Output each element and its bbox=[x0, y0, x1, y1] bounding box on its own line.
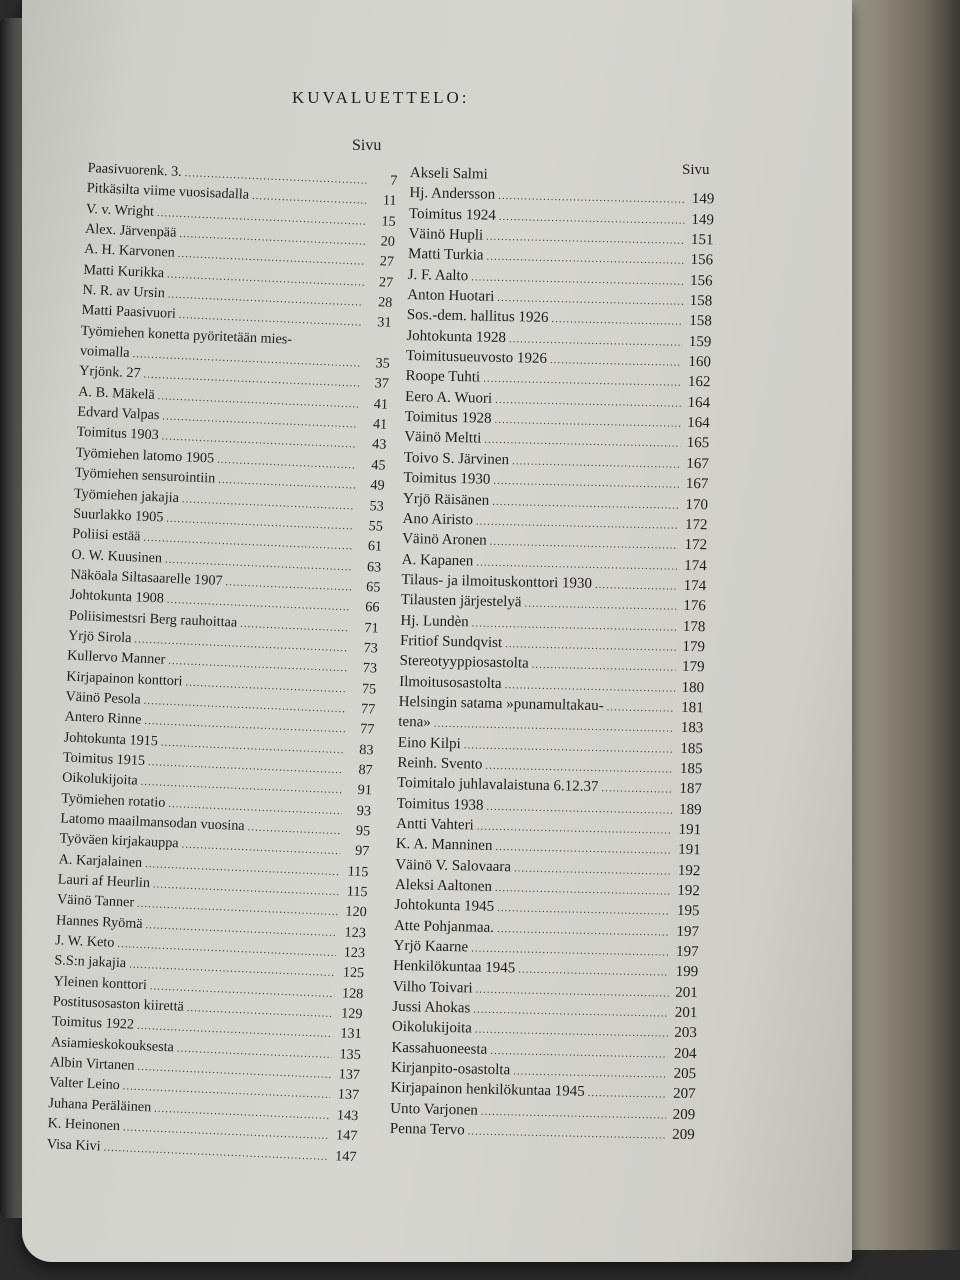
entry-page-number: 137 bbox=[337, 1086, 360, 1104]
entry-caption: A. Kapanen bbox=[401, 551, 474, 569]
entry-caption: Väinö V. Salovaara bbox=[395, 856, 512, 875]
leader-dots bbox=[168, 655, 348, 675]
entry-caption: Eero A. Wuori bbox=[404, 388, 493, 407]
leader-dots bbox=[512, 455, 680, 471]
entry-page-number: 115 bbox=[346, 883, 368, 901]
leader-dots bbox=[464, 739, 674, 755]
leader-dots bbox=[551, 313, 683, 328]
leader-dots bbox=[145, 858, 340, 878]
entry-caption: Johtokunta 1945 bbox=[394, 897, 495, 916]
leader-dots bbox=[165, 553, 353, 573]
entry-caption: Johtokunta 1908 bbox=[69, 586, 165, 607]
leader-dots bbox=[498, 190, 685, 206]
entry-page-number: 158 bbox=[689, 292, 713, 310]
entry-caption: V. v. Wright bbox=[85, 200, 155, 220]
entry-page-number: 174 bbox=[683, 577, 707, 595]
leader-dots bbox=[148, 756, 344, 776]
entry-page-number: 75 bbox=[361, 680, 377, 698]
leader-dots bbox=[607, 701, 675, 714]
entry-caption: Reinh. Svento bbox=[397, 754, 483, 773]
entry-caption: Eino Kilpi bbox=[397, 734, 461, 752]
leader-dots bbox=[184, 167, 368, 187]
entry-caption: Pitkäsilta viime vuosisadalla bbox=[86, 180, 250, 204]
entry-page-number: 189 bbox=[678, 801, 702, 818]
entry-caption: Roope Tuhti bbox=[405, 368, 481, 386]
leader-dots bbox=[167, 268, 365, 288]
entry-page-number: 131 bbox=[340, 1025, 362, 1043]
entry-page-number: 31 bbox=[376, 314, 392, 332]
entry-caption: Aleksi Aaltonen bbox=[394, 876, 493, 895]
entry-caption: Väinö Tanner bbox=[56, 891, 135, 911]
entry-caption: Matti Kurikka bbox=[83, 261, 165, 281]
entry-page-number: 137 bbox=[338, 1066, 361, 1084]
leader-dots bbox=[162, 410, 358, 430]
index-column-left bbox=[46, 160, 397, 1169]
entry-page-number: 45 bbox=[370, 456, 386, 474]
entry-caption: Yrjönk. 27 bbox=[78, 363, 141, 382]
entry-page-number: 178 bbox=[682, 618, 706, 635]
entry-caption: Tilausten järjestelyä bbox=[400, 592, 522, 611]
leader-dots bbox=[468, 1126, 666, 1142]
leader-dots bbox=[150, 980, 335, 1000]
entry-page-number: 164 bbox=[687, 394, 711, 412]
leader-dots bbox=[167, 594, 351, 614]
leader-dots bbox=[513, 1065, 667, 1080]
entry-caption: Stereotyyppiosastolta bbox=[399, 653, 529, 672]
entry-page-number: 27 bbox=[379, 253, 395, 271]
leader-dots bbox=[471, 271, 684, 287]
entry-page-number: 73 bbox=[362, 660, 378, 677]
entry-page-number: 203 bbox=[674, 1025, 698, 1042]
leader-dots bbox=[483, 373, 682, 389]
entry-caption: Poliisimestsri Berg rauhoittaa bbox=[68, 607, 238, 631]
entry-caption: Toimitalo juhlavalaistuna 6.12.37 bbox=[396, 775, 599, 796]
entry-caption: Helsingin satama »punamultakau- bbox=[398, 693, 604, 715]
entry-page-number: 123 bbox=[343, 944, 366, 962]
entry-caption: Näköala Siltasaarelle 1907 bbox=[70, 566, 223, 589]
leader-dots bbox=[181, 839, 340, 858]
leader-dots bbox=[486, 800, 672, 816]
entry-page-number: 91 bbox=[357, 782, 373, 799]
entry-page-number: 197 bbox=[675, 943, 699, 961]
leader-dots bbox=[486, 251, 684, 267]
entry-caption: Penna Tervo bbox=[389, 1120, 465, 1139]
leader-dots bbox=[247, 821, 341, 837]
entry-page-number: 135 bbox=[339, 1046, 362, 1063]
entry-caption: S.S:n jakajia bbox=[54, 952, 127, 972]
entry-page-number: 204 bbox=[673, 1045, 697, 1062]
entry-caption: Kassahuoneesta bbox=[391, 1039, 488, 1058]
entry-page-number: 87 bbox=[358, 761, 374, 779]
entry-page-number: 147 bbox=[334, 1147, 357, 1165]
entry-caption: Työväen kirjakauppa bbox=[59, 830, 179, 852]
entry-caption: Väinö Pesola bbox=[65, 688, 142, 708]
entry-page-number: 179 bbox=[681, 659, 705, 676]
entry-page-number: 65 bbox=[365, 578, 381, 596]
entry-caption: Toimitusueuvosto 1926 bbox=[405, 348, 548, 368]
leader-dots bbox=[509, 333, 683, 349]
entry-caption: Fritiof Sundqvist bbox=[399, 632, 503, 651]
entry-caption: Jussi Ahokas bbox=[392, 998, 471, 1017]
entry-page-number: 201 bbox=[674, 1004, 698, 1022]
leader-dots bbox=[505, 638, 676, 654]
entry-caption: Matti Paasivuori bbox=[81, 302, 177, 323]
entry-page-number: 195 bbox=[676, 903, 700, 920]
leader-dots bbox=[491, 179, 686, 183]
entry-page-number: 162 bbox=[687, 374, 711, 391]
entry-caption: Albin Virtanen bbox=[49, 1054, 135, 1074]
entry-page-number: 11 bbox=[382, 192, 397, 210]
leader-dots bbox=[252, 190, 368, 207]
entry-page-number: 97 bbox=[354, 843, 370, 860]
entry-caption: Kirjapainon henkilökuntaa 1945 bbox=[390, 1080, 585, 1101]
entry-page-number: 93 bbox=[356, 802, 372, 820]
entry-page-number: 199 bbox=[675, 964, 699, 981]
entry-page-number: 147 bbox=[335, 1127, 358, 1145]
leader-dots bbox=[472, 617, 677, 633]
leader-dots bbox=[166, 512, 354, 532]
entry-caption: Toimitus 1924 bbox=[408, 205, 497, 224]
leader-dots bbox=[505, 679, 676, 695]
entry-caption: Henkilökuntaa 1945 bbox=[393, 958, 516, 977]
leader-dots bbox=[497, 902, 671, 918]
entry-caption: Edvard Valpas bbox=[77, 403, 160, 424]
entry-caption: K. Heinonen bbox=[47, 1115, 121, 1135]
leader-dots bbox=[495, 882, 671, 898]
entry-page-number: 209 bbox=[672, 1106, 696, 1123]
leader-dots bbox=[490, 1045, 667, 1061]
entry-page-number: 192 bbox=[677, 862, 701, 879]
entry-caption: Toimitus 1928 bbox=[404, 409, 492, 427]
entry-page-number: 63 bbox=[366, 558, 382, 576]
page-label-left: Sivu bbox=[352, 137, 382, 154]
leader-dots bbox=[185, 676, 347, 695]
entry-page-number: 129 bbox=[340, 1005, 363, 1023]
leader-dots bbox=[497, 923, 670, 939]
entry-caption: A. H. Karvonen bbox=[83, 241, 176, 262]
entry-page-number: 191 bbox=[678, 821, 702, 839]
entry-caption: Yleinen konttori bbox=[53, 973, 148, 993]
entry-page-number: 167 bbox=[686, 455, 709, 473]
entry-page-number: 192 bbox=[677, 882, 701, 900]
leader-dots bbox=[240, 617, 350, 634]
entry-caption: O. W. Kuusinen bbox=[71, 546, 163, 566]
entry-page-number: 125 bbox=[342, 964, 365, 982]
entry-page-number: 185 bbox=[680, 740, 704, 757]
leader-dots bbox=[178, 248, 366, 268]
entry-caption: Unto Varjonen bbox=[390, 1100, 479, 1119]
leader-dots bbox=[161, 736, 345, 756]
entry-page-number: 55 bbox=[368, 517, 384, 535]
entry-page-number: 123 bbox=[344, 924, 367, 942]
index-column-right bbox=[390, 165, 715, 1148]
entry-caption: Toimitus 1922 bbox=[51, 1013, 135, 1034]
leader-dots bbox=[485, 760, 673, 776]
entry-caption: Toimitus 1915 bbox=[62, 749, 146, 769]
entry-caption: Antero Rinne bbox=[64, 708, 142, 729]
entry-caption: Kirjanpito-osastolta bbox=[390, 1059, 511, 1079]
entry-page-number: 115 bbox=[347, 863, 369, 881]
entry-caption: Työmiehen konetta pyöritetään mies- bbox=[80, 322, 293, 348]
entry-caption: Sos.-dem. hallitus 1926 bbox=[406, 307, 549, 327]
entry-page-number: 128 bbox=[341, 985, 364, 1003]
leader-dots bbox=[492, 495, 679, 511]
entry-caption: Suurlakko 1905 bbox=[72, 505, 164, 526]
entry-caption: Johtokunta 1915 bbox=[63, 729, 159, 750]
leader-dots bbox=[494, 414, 680, 430]
entry-caption: Yrjö Kaarne bbox=[393, 937, 469, 956]
entry-caption: Oikolukijoita bbox=[61, 769, 139, 789]
leader-dots bbox=[595, 579, 678, 593]
entry-page-number: 164 bbox=[686, 414, 710, 432]
entry-page-number: 71 bbox=[364, 619, 379, 637]
entry-caption: Tilaus- ja ilmoituskonttori 1930 bbox=[401, 571, 593, 592]
entry-caption: Työmiehen latomo 1905 bbox=[75, 444, 215, 467]
entry-caption: Kirjapainon konttori bbox=[66, 668, 183, 690]
entry-caption: Toimitus 1938 bbox=[396, 795, 484, 814]
entry-caption: Visa Kivi bbox=[46, 1135, 101, 1154]
entry-caption: Yrjö Räisänen bbox=[402, 490, 490, 509]
leader-dots bbox=[434, 718, 675, 735]
entry-page-number: 149 bbox=[691, 191, 715, 208]
entry-caption: Väinö Aronen bbox=[401, 531, 487, 549]
leader-dots bbox=[495, 841, 672, 857]
entry-page-number: 43 bbox=[371, 436, 387, 454]
entry-caption: Ano Airisto bbox=[402, 510, 474, 529]
leader-dots bbox=[182, 493, 355, 512]
entry-page-number: 160 bbox=[688, 353, 712, 371]
entry-page-number: 201 bbox=[675, 984, 698, 1001]
entry-page-number: 167 bbox=[685, 476, 709, 493]
leader-dots bbox=[473, 1004, 668, 1020]
leader-dots bbox=[490, 536, 679, 552]
leader-dots bbox=[484, 434, 680, 450]
entry-page-number: 179 bbox=[682, 638, 706, 656]
leader-dots bbox=[161, 431, 357, 451]
leader-dots bbox=[225, 576, 351, 593]
entry-caption: Työmiehen jakajia bbox=[73, 485, 180, 506]
leader-dots bbox=[153, 878, 339, 898]
leader-dots bbox=[145, 919, 337, 939]
leader-dots bbox=[514, 862, 672, 877]
entry-caption: N. R. av Ursin bbox=[82, 281, 166, 302]
entry-caption: tena» bbox=[398, 714, 431, 731]
entry-caption: Postitusosaston kiirettä bbox=[52, 993, 185, 1015]
entry-page-number: 143 bbox=[336, 1107, 359, 1124]
entry-page-number: 83 bbox=[359, 741, 374, 759]
entry-page-number: 41 bbox=[373, 395, 389, 413]
entry-caption: Poliisi estää bbox=[71, 525, 141, 545]
leader-dots bbox=[477, 821, 673, 837]
entry-caption: Ilmoitusosastolta bbox=[399, 673, 502, 692]
leader-dots bbox=[179, 228, 366, 248]
entry-caption: Latomo maailmansodan vuosina bbox=[60, 810, 245, 835]
leader-dots bbox=[588, 1087, 667, 1101]
entry-caption: Valter Leino bbox=[48, 1074, 121, 1094]
entry-page-number: 77 bbox=[360, 700, 376, 718]
entry-caption: Hj. Andersson bbox=[409, 185, 496, 204]
entry-caption: Hj. Lundèn bbox=[400, 612, 469, 630]
entry-page-number: 165 bbox=[686, 435, 710, 452]
entry-caption: Toimitus 1903 bbox=[76, 424, 160, 444]
entry-caption: Anton Huotari bbox=[407, 287, 495, 305]
entry-page-number: 27 bbox=[378, 274, 394, 291]
leader-dots bbox=[495, 394, 681, 410]
entry-caption: Väinö Hupli bbox=[408, 226, 484, 244]
entry-page-number: 197 bbox=[676, 923, 700, 940]
entry-caption: Alex. Järvenpää bbox=[84, 220, 177, 241]
entry-page-number: 20 bbox=[380, 233, 396, 250]
entry-caption: Toivo S. Järvinen bbox=[403, 449, 510, 468]
entry-page-number: 205 bbox=[673, 1065, 697, 1083]
entry-page-number: 37 bbox=[374, 375, 390, 393]
entry-page-number: 53 bbox=[369, 497, 385, 515]
entry-page-number bbox=[364, 346, 390, 347]
entry-page-number: 95 bbox=[355, 822, 371, 840]
leader-dots bbox=[218, 474, 356, 492]
entry-caption: Asiamieskokouksesta bbox=[50, 1034, 175, 1056]
entry-page-number: 7 bbox=[389, 172, 398, 189]
entry-page-number: 187 bbox=[679, 781, 703, 798]
entry-caption: A. Karjalainen bbox=[58, 851, 143, 871]
leader-dots bbox=[550, 354, 682, 369]
leader-dots bbox=[168, 289, 364, 309]
entry-caption: Paasivuorenk. 3. bbox=[87, 160, 183, 180]
entry-caption: Antti Vahteri bbox=[396, 815, 474, 834]
entry-caption: Väinö Meltti bbox=[404, 429, 482, 448]
leader-dots bbox=[497, 292, 683, 308]
leader-dots bbox=[476, 515, 679, 531]
leader-dots bbox=[471, 943, 670, 959]
entry-page-number: 183 bbox=[680, 720, 704, 737]
entry-page-number: 158 bbox=[689, 313, 712, 330]
entry-caption: Vilho Toivari bbox=[392, 978, 473, 997]
leader-dots bbox=[177, 1042, 332, 1060]
entry-caption: Työmiehen rotatio bbox=[60, 790, 166, 811]
leader-dots bbox=[295, 344, 362, 347]
entry-page-number: 176 bbox=[683, 598, 706, 615]
entry-caption: Johtokunta 1928 bbox=[406, 327, 507, 346]
entry-caption: Hannes Ryömä bbox=[55, 912, 143, 932]
entry-page-number: 174 bbox=[684, 557, 707, 574]
entry-page-number: 49 bbox=[370, 477, 385, 494]
entry-caption: Juhana Peräläinen bbox=[48, 1094, 152, 1116]
entry-page-number: 191 bbox=[678, 842, 701, 859]
entry-caption: Työmiehen sensurointiin bbox=[74, 464, 216, 487]
entry-page-number: 172 bbox=[684, 516, 708, 534]
entry-page-number bbox=[689, 183, 715, 184]
leader-dots bbox=[137, 1020, 333, 1040]
entry-page-number: 73 bbox=[363, 639, 379, 657]
entry-page-number: 66 bbox=[364, 599, 380, 616]
leader-dots bbox=[524, 598, 677, 613]
leader-dots bbox=[137, 1061, 331, 1081]
leader-dots bbox=[179, 309, 363, 329]
leader-dots bbox=[476, 556, 678, 572]
leader-dots bbox=[518, 964, 669, 979]
entry-page-number: 209 bbox=[672, 1126, 695, 1144]
page-label-right: Sivu bbox=[682, 162, 710, 178]
entry-caption: A. B. Mäkelä bbox=[77, 383, 156, 403]
entry-page-number: 120 bbox=[345, 903, 368, 921]
leader-dots bbox=[187, 1002, 334, 1020]
leader-dots bbox=[493, 475, 679, 491]
leader-dots bbox=[499, 211, 685, 227]
entry-page-number: 61 bbox=[367, 538, 383, 555]
leader-dots bbox=[601, 782, 673, 795]
leader-dots bbox=[475, 983, 668, 999]
entry-caption: J. F. Aalto bbox=[407, 266, 469, 284]
entry-caption: Oikolukijoita bbox=[391, 1019, 473, 1037]
entry-page-number: 172 bbox=[684, 537, 708, 554]
entry-page-number: 77 bbox=[359, 721, 375, 738]
entry-page-number: 181 bbox=[681, 699, 704, 717]
entry-page-number: 35 bbox=[375, 355, 391, 372]
leader-dots bbox=[168, 798, 342, 817]
entry-page-number: 151 bbox=[690, 231, 714, 249]
entry-page-number: 170 bbox=[685, 496, 709, 513]
entry-caption: Atte Pohjanmaa. bbox=[393, 917, 495, 936]
entry-page-number: 180 bbox=[681, 679, 705, 696]
entry-page-number: 41 bbox=[372, 416, 388, 433]
leader-dots bbox=[217, 453, 357, 471]
entry-caption: Yrjö Sirola bbox=[67, 627, 132, 647]
leader-dots bbox=[532, 659, 676, 674]
leader-dots bbox=[475, 1024, 668, 1040]
entry-page-number: 28 bbox=[377, 294, 393, 311]
entry-caption: Lauri af Heurlin bbox=[57, 871, 151, 892]
entry-caption: K. A. Manninen bbox=[395, 836, 493, 855]
leader-dots bbox=[486, 231, 685, 247]
entry-page-number: 149 bbox=[691, 211, 715, 229]
entry-caption: voimalla bbox=[79, 342, 130, 361]
entry-caption: Toimitus 1930 bbox=[403, 470, 491, 488]
leader-dots bbox=[481, 1106, 667, 1122]
entry-page-number: 15 bbox=[381, 213, 397, 230]
entry-caption: Akseli Salmi bbox=[409, 165, 488, 183]
entry-caption: Kullervo Manner bbox=[66, 647, 166, 668]
leader-dots bbox=[154, 1102, 330, 1121]
entry-page-number: 159 bbox=[688, 333, 712, 351]
entry-page-number: 156 bbox=[690, 252, 714, 269]
page-title: KUVALUETTELO: bbox=[292, 88, 470, 107]
entry-page-number: 156 bbox=[689, 272, 713, 290]
entry-caption: Matti Turkia bbox=[407, 246, 484, 264]
entry-caption: J. W. Keto bbox=[54, 932, 115, 951]
entry-page-number: 185 bbox=[679, 760, 703, 778]
book-page bbox=[22, 0, 852, 1262]
entry-page-number: 207 bbox=[672, 1086, 696, 1103]
